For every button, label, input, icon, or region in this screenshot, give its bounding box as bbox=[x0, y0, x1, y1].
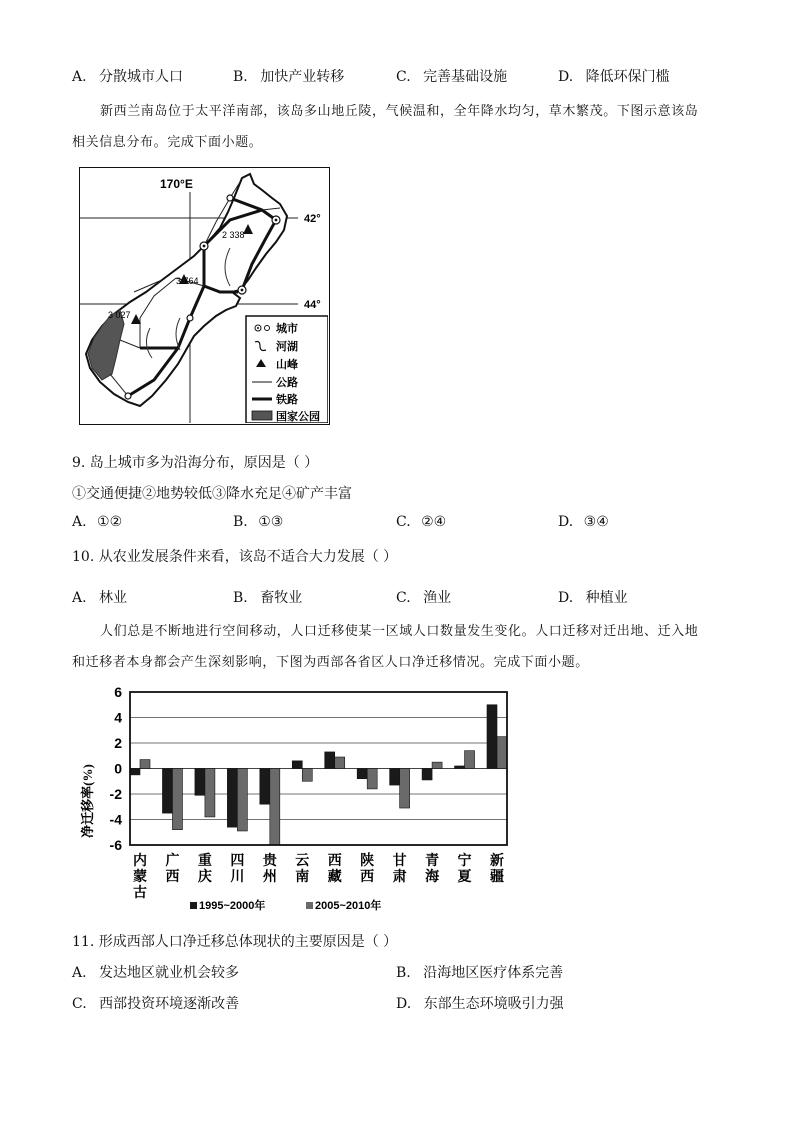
option-letter: C. bbox=[396, 590, 411, 606]
peak-label: 3 764 bbox=[176, 276, 199, 286]
option-text: 畜牧业 bbox=[260, 590, 303, 606]
bar-1995-2000 bbox=[162, 769, 172, 814]
bar-2005-2010 bbox=[432, 762, 442, 768]
legend-label: 河湖 bbox=[276, 340, 298, 353]
option-text: 西部投资环境逐渐改善 bbox=[99, 996, 240, 1012]
map-legend bbox=[246, 316, 328, 423]
latitude-label-42: 42° bbox=[304, 213, 321, 225]
legend-label: 国家公园 bbox=[276, 410, 320, 423]
q9-option-d[interactable] bbox=[558, 514, 609, 530]
q10-option-d[interactable] bbox=[558, 587, 628, 607]
bar-1995-2000 bbox=[325, 752, 335, 769]
option-text: 发达地区就业机会较多 bbox=[99, 965, 240, 981]
option-letter: A. bbox=[72, 965, 87, 981]
peak-label: 3 027 bbox=[108, 310, 131, 320]
q11-option-a[interactable] bbox=[72, 962, 239, 982]
option-letter: C. bbox=[72, 996, 87, 1012]
legend-swatch-1995-2000 bbox=[190, 902, 197, 909]
x-tick-label: 重庆 bbox=[197, 853, 212, 885]
x-tick-label: 西藏 bbox=[327, 853, 342, 885]
bar-2005-2010 bbox=[335, 757, 345, 768]
bar-1995-2000 bbox=[357, 769, 367, 779]
option-letter: D. bbox=[558, 69, 574, 85]
y-tick-label: -4 bbox=[109, 811, 122, 828]
option-letter: D. bbox=[558, 514, 574, 530]
question-9-statements: ①交通便捷②地势较低③降水充足④矿产丰富 bbox=[72, 486, 352, 502]
option-a[interactable] bbox=[72, 66, 183, 86]
option-text: 降低环保门槛 bbox=[585, 69, 670, 85]
city-marker bbox=[227, 195, 233, 201]
bar-1995-2000 bbox=[260, 769, 270, 805]
option-letter: A. bbox=[72, 590, 87, 606]
bar-2005-2010 bbox=[400, 769, 410, 809]
question-9-stem: 9. 岛上城市多为沿海分布，原因是（ ） bbox=[72, 455, 319, 471]
x-tick-labels bbox=[133, 852, 504, 901]
legend-label: 山峰 bbox=[276, 358, 298, 371]
option-letter: A. bbox=[72, 69, 87, 85]
option-c[interactable] bbox=[396, 66, 507, 86]
x-tick-label: 贵州 bbox=[262, 853, 277, 885]
bar-1995-2000 bbox=[292, 761, 302, 769]
bar-2005-2010 bbox=[172, 769, 182, 830]
intro-nz-line2: 相关信息分布。完成下面小题。 bbox=[72, 135, 263, 150]
legend-label-1995-2000: 1995~2000年 bbox=[199, 900, 266, 912]
option-text: 东部生态环境吸引力强 bbox=[423, 996, 564, 1012]
y-axis-label: 净迁移率(%) bbox=[80, 764, 95, 838]
bar-2005-2010 bbox=[367, 769, 377, 789]
legend-swatch-2005-2010 bbox=[306, 902, 313, 909]
question-11-stem: 11. 形成西部人口净迁移总体现状的主要原因是（ ） bbox=[72, 934, 398, 950]
intro-nz-line1: 新西兰南岛位于太平洋南部，该岛多山地丘陵，气候温和，全年降水均匀，草木繁茂。下图示意该岛 bbox=[100, 104, 699, 119]
map-drawing bbox=[80, 168, 328, 423]
option-text: 完善基础设施 bbox=[423, 69, 508, 85]
bar-1995-2000 bbox=[487, 705, 497, 769]
option-text: ③④ bbox=[583, 514, 609, 530]
option-text: 林业 bbox=[99, 590, 128, 606]
y-tick-label: 0 bbox=[114, 760, 122, 777]
bar-1995-2000 bbox=[422, 769, 432, 780]
y-tick-label: 4 bbox=[114, 709, 122, 726]
latitude-label-44: 44° bbox=[304, 299, 321, 311]
option-text: ①② bbox=[97, 514, 123, 530]
intro-migration-line2: 和迁移者本身都会产生深刻影响，下图为西部各省区人口净迁移情况。完成下面小题。 bbox=[72, 655, 589, 670]
legend-label-2005-2010: 2005~2010年 bbox=[315, 900, 382, 912]
legend-label: 公路 bbox=[276, 376, 298, 389]
x-tick-label: 四川 bbox=[230, 853, 245, 885]
q9-option-b[interactable] bbox=[233, 514, 283, 530]
x-tick-label: 甘肃 bbox=[392, 853, 407, 885]
chart-bars bbox=[130, 705, 507, 845]
bar-1995-2000 bbox=[390, 769, 400, 786]
question-10-stem: 10. 从农业发展条件来看，该岛不适合大力发展（ ） bbox=[72, 549, 398, 565]
bar-1995-2000 bbox=[227, 769, 237, 828]
option-text: ①③ bbox=[258, 514, 284, 530]
option-letter: C. bbox=[396, 69, 411, 85]
option-letter: B. bbox=[396, 965, 411, 981]
bar-2005-2010 bbox=[497, 737, 507, 769]
intro-migration-line1: 人们总是不断地进行空间移动，人口迁移使某一区域人口数量发生变化。人口迁移对迁出地、迁入地 bbox=[100, 624, 699, 639]
q9-option-c[interactable] bbox=[396, 514, 446, 530]
option-letter: B. bbox=[233, 514, 248, 530]
y-tick-labels bbox=[110, 684, 123, 853]
bar-2005-2010 bbox=[205, 769, 215, 817]
q9-option-a[interactable] bbox=[72, 514, 122, 530]
y-tick-label: -6 bbox=[109, 837, 122, 853]
option-text: 加快产业转移 bbox=[260, 69, 345, 85]
x-tick-label: 陕西 bbox=[360, 853, 375, 885]
option-letter: B. bbox=[233, 590, 248, 606]
legend-label: 铁路 bbox=[276, 393, 298, 406]
y-tick-label: 2 bbox=[114, 735, 122, 751]
park-icon bbox=[252, 411, 272, 420]
x-tick-label: 青海 bbox=[425, 853, 440, 885]
option-text: 渔业 bbox=[423, 590, 452, 606]
city-marker bbox=[187, 315, 193, 321]
peak-label: 2 338 bbox=[222, 230, 245, 240]
x-tick-label: 云南 bbox=[295, 853, 310, 885]
option-letter: D. bbox=[396, 996, 412, 1012]
bar-1995-2000 bbox=[195, 769, 205, 796]
q11-option-c[interactable] bbox=[72, 993, 239, 1013]
q11-option-d[interactable] bbox=[396, 993, 564, 1013]
option-text: 种植业 bbox=[585, 590, 628, 606]
option-b[interactable] bbox=[233, 66, 344, 86]
option-d[interactable] bbox=[558, 66, 670, 86]
option-letter: C. bbox=[396, 514, 411, 530]
city-marker-dot bbox=[275, 219, 278, 222]
bar-1995-2000 bbox=[130, 769, 140, 775]
bar-2005-2010 bbox=[237, 769, 247, 831]
option-text: 沿海地区医疗体系完善 bbox=[423, 965, 564, 981]
net-migration-chart bbox=[78, 683, 518, 919]
option-letter: A. bbox=[72, 514, 87, 530]
y-tick-label: 6 bbox=[114, 684, 122, 700]
city-marker-dot bbox=[241, 289, 244, 292]
bar-2005-2010 bbox=[302, 769, 312, 782]
q10-option-a[interactable] bbox=[72, 587, 127, 607]
x-tick-label: 广西 bbox=[165, 853, 180, 885]
chart-grid bbox=[130, 718, 507, 820]
south-island-map bbox=[79, 167, 330, 425]
x-tick-label: 宁夏 bbox=[457, 853, 472, 885]
bar-2005-2010 bbox=[270, 769, 280, 846]
option-letter: D. bbox=[558, 590, 574, 606]
x-tick-label: 内蒙古 bbox=[133, 853, 147, 901]
option-text: ②④ bbox=[421, 514, 447, 530]
city-marker-dot bbox=[203, 245, 206, 248]
legend-label: 城市 bbox=[276, 322, 298, 335]
option-text: 分散城市人口 bbox=[99, 69, 184, 85]
longitude-label: 170°E bbox=[160, 177, 193, 191]
bar-2005-2010 bbox=[465, 751, 475, 769]
x-tick-label: 新疆 bbox=[490, 853, 504, 885]
bar-2005-2010 bbox=[140, 760, 150, 769]
city-marker bbox=[125, 393, 131, 399]
bar-1995-2000 bbox=[455, 766, 465, 769]
q10-option-c[interactable] bbox=[396, 587, 451, 607]
q11-option-b[interactable] bbox=[396, 962, 563, 982]
option-letter: B. bbox=[233, 69, 248, 85]
chart-legend bbox=[190, 898, 381, 912]
y-tick-label: -2 bbox=[109, 786, 122, 802]
q10-option-b[interactable] bbox=[233, 587, 302, 607]
